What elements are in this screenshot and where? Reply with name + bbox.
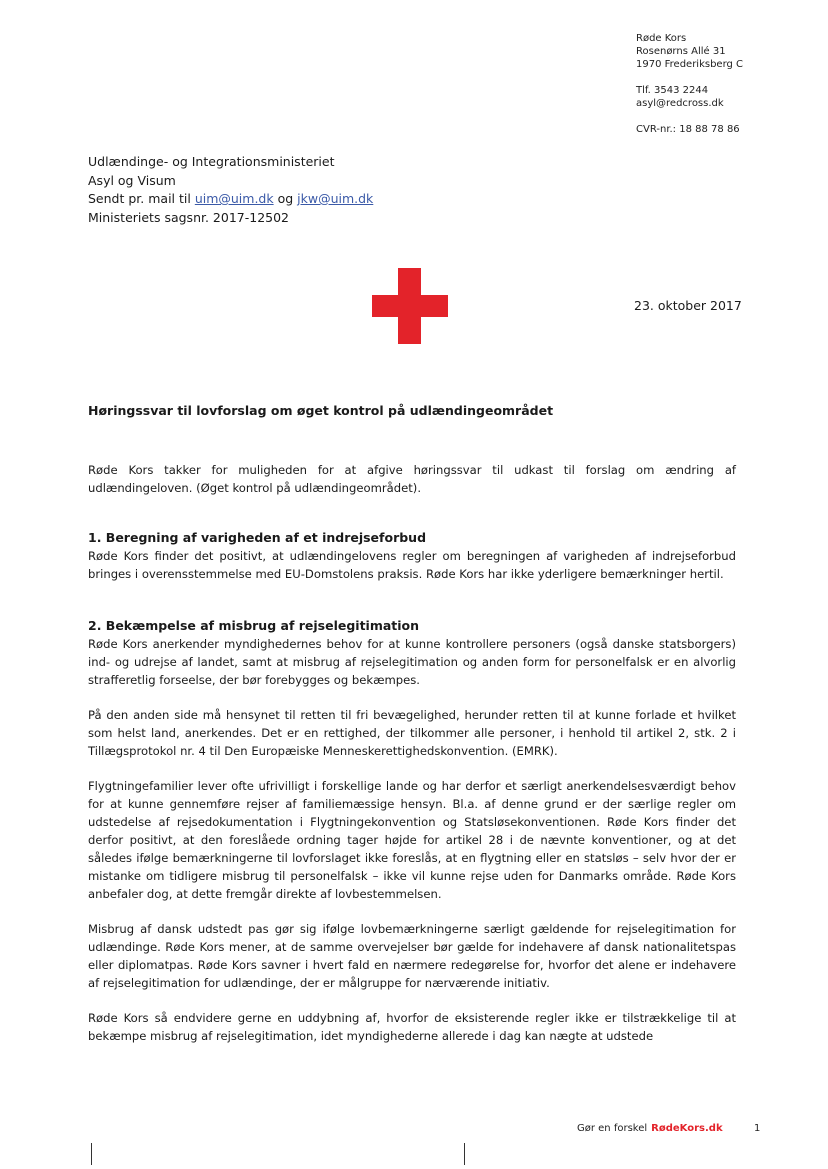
recipient-line2: Asyl og Visum (88, 172, 176, 188)
section-1-text: Røde Kors finder det positivt, at udlændingelovens regler om beregningen af varigheden af indrejseforbud bringes i overensstemmelse med EU-Domstolens praksis. Røde Kors har ikke yderligere bemærkninger hertil. (88, 549, 736, 581)
section-2-paragraph: Røde Kors så endvidere gerne en uddybning af, hvorfor de eksisterende regler ikke er tilstrækkelige til at bekæmpe misbrug af rejselegitimation, idet myndighederne allerede i dag kan nægte at udstede (88, 1011, 736, 1043)
section-2-heading: 2. Bekæmpelse af misbrug af rejselegitimation (88, 618, 420, 633)
footer-slogan (577, 1123, 723, 1134)
mail-link-jkw[interactable]: jkw@uim.dk (297, 191, 374, 206)
sender-street: Rosenørns Allé 31 (636, 46, 726, 57)
sender-city: 1970 Frederiksberg C (636, 59, 744, 70)
recipient-mail-line (88, 190, 373, 209)
case-number: Ministeriets sagsnr. 2017-12502 (88, 209, 290, 225)
section-1 (88, 529, 736, 583)
letter-body (88, 461, 736, 1062)
mail-join: og (273, 191, 298, 206)
page-number: 1 (754, 1123, 761, 1134)
mail-prefix: Sendt pr. mail til (88, 191, 195, 206)
section-2-paragraph: Flygtningefamilier lever ofte ufrivilligt i forskellige lande og har derfor et særligt anerkendelsesværdigt behov for at kunne gennemføre rejser af familiemæssige hensyn. Bl.a. af denne grund er der særlige regler om udstedelse af rejsedokumentation i Flygtningekonvention og Statsløsekonventionen. Røde Kors finder det derfor positivt, at den foreslåede ordning tager højde for artikel 28 i de nævnte konventioner, og at det således ifølge bemærkningerne til lovforslaget ikke foreslås, at en flygtning eller en statsløs – selv hvor der er mistanke om tidligere misbrug til personelfalsk – ikke vil kunne rejse uden for Danmarks område. Røde Kors anbefaler dog, at dette fremgår direkte af lovbestemmelsen. (88, 779, 736, 901)
sender-org: Røde Kors (636, 33, 687, 44)
section-2-paragraph: På den anden side må hensynet til retten til fri bevægelighed, herunder retten til at kunne forlade et hvilket som helst land, anerkendes. Det er en rettighed, der tilkommer alle personer, i henhold til artikel 2, stk. 2 i Tillægsprotokol nr. 4 til Den Europæiske Menneskerettighedskonvention. (EMRK). (88, 708, 736, 758)
letter-title: Høringssvar til lovforslag om øget kontrol på udlændingeområdet (88, 403, 554, 418)
letter-date: 23. oktober 2017 (634, 298, 742, 313)
red-cross-logo (372, 268, 448, 344)
fold-mark (91, 1143, 92, 1165)
sender-address (636, 32, 743, 136)
footer-slogan-text: Gør en forskel (577, 1123, 648, 1134)
recipient-address (88, 153, 373, 227)
sender-cvr: CVR-nr.: 18 88 78 86 (636, 124, 740, 135)
footer-brand: RødeKors.dk (651, 1123, 723, 1134)
mail-link-uim[interactable]: uim@uim.dk (194, 191, 274, 206)
sender-phone: Tlf. 3543 2244 (636, 85, 709, 96)
section-2 (88, 617, 736, 1045)
sender-email: asyl@redcross.dk (636, 98, 724, 109)
section-2-paragraph: Røde Kors anerkender myndighedernes behov for at kunne kontrollere personers (også danske statsborgers) ind- og udrejse af landet, samt at misbrug af rejselegitimation og anden form for personelfalsk er en alvorlig strafferetlig forseelse, der bør forebygges og bekæmpes. (88, 637, 736, 687)
intro-paragraph: Røde Kors takker for muligheden for at afgive høringssvar til udkast til forslag om ændring af udlændingeloven. (Øget kontrol på udlændingeområdet). (88, 463, 736, 495)
section-1-heading: 1. Beregning af varigheden af et indrejseforbud (88, 530, 427, 545)
fold-mark (464, 1143, 465, 1165)
recipient-line1: Udlændinge- og Integrationsministeriet (88, 154, 335, 169)
section-2-paragraph: Misbrug af dansk udstedt pas gør sig ifølge lovbemærkningerne særligt gældende for rejselegitimation for udlændinge. Røde Kors mener, at de samme overvejelser bør gælde for indehavere af dansk nationalitetspas eller diplomatpas. Røde Kors savner i hvert fald en nærmere redegørelse for, hvorfor det alene er indehavere af rejselegitimation for udlændinge, der er målgruppe for nærværende initiativ. (88, 922, 736, 990)
